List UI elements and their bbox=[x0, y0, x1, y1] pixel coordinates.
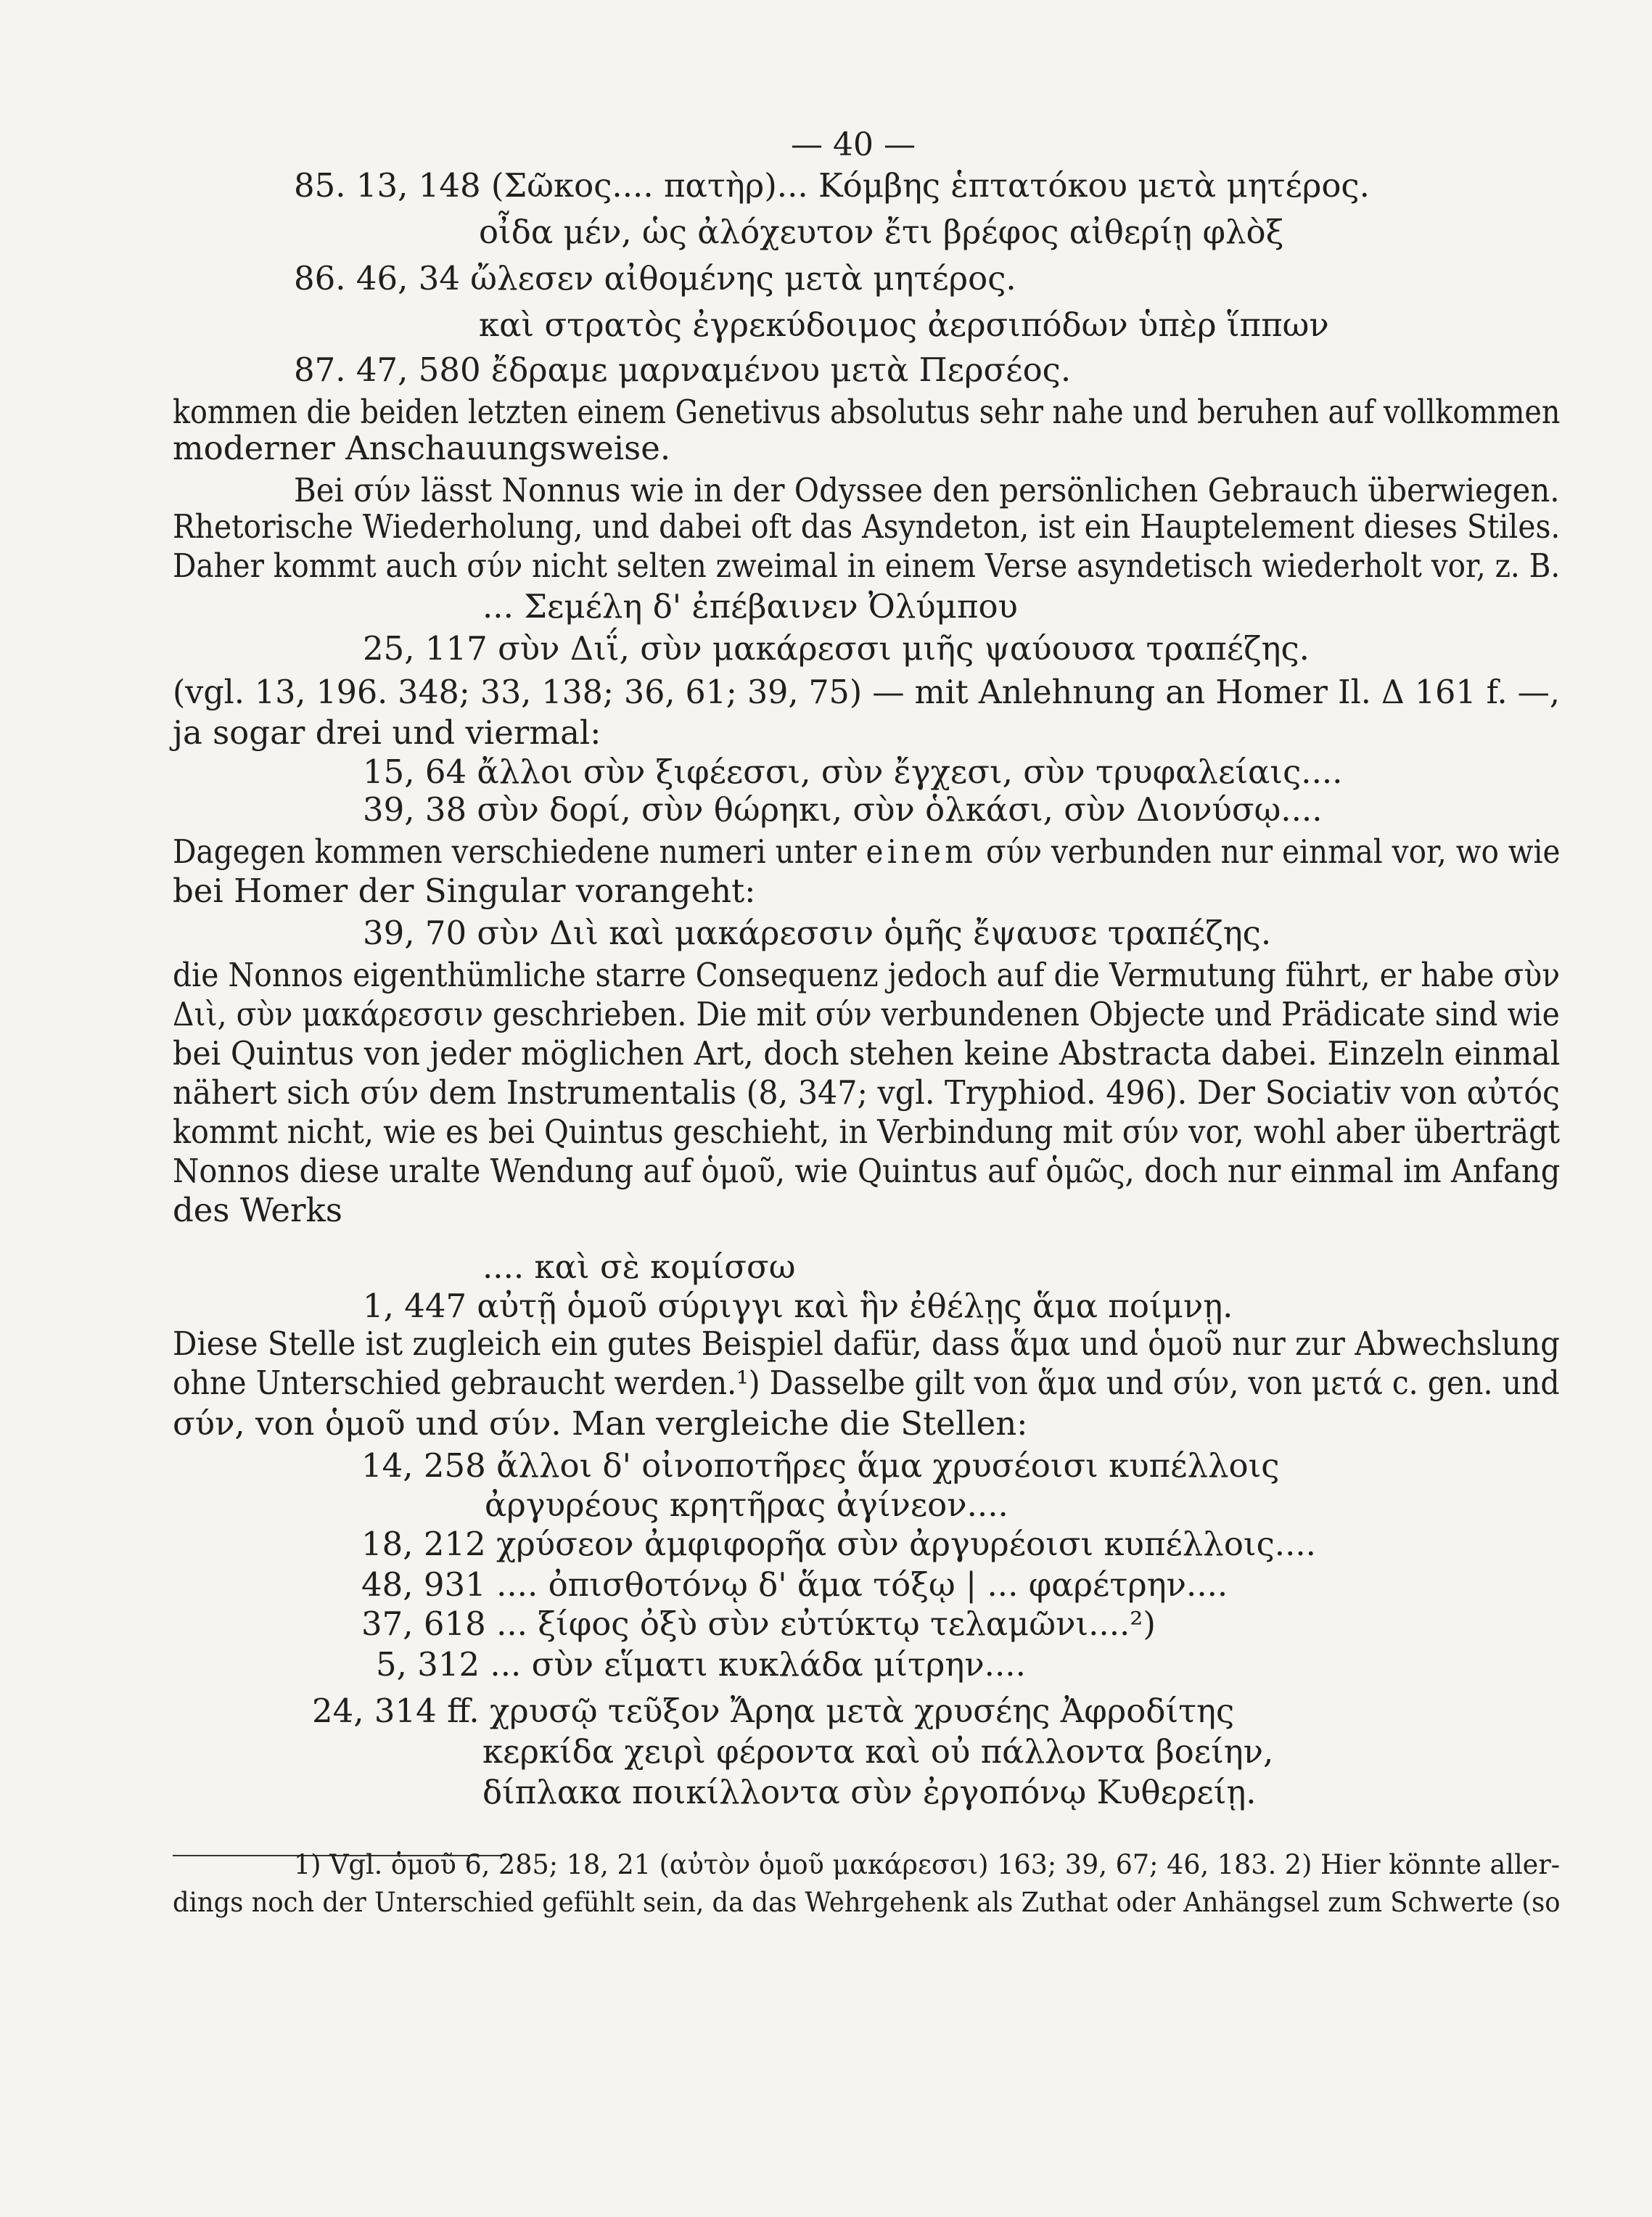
body-line-text: bei Quintus von jeder möglichen Art, doch stehen keine Abstracta dabei. Einzeln einmal bbox=[173, 1034, 1561, 1073]
body-line bbox=[361, 1447, 1279, 1485]
body-line-text: καὶ στρατὸς ἐγρεκύδοιμος ἀερσιπόδων ὑπὲρ ἵππων bbox=[479, 306, 1329, 344]
body-line-text: kommen die beiden letzten einem Genetivus absolutus sehr nahe und beruhen auf vollkommen bbox=[173, 393, 1561, 431]
body-line-text: 1, 447 αὐτῇ ὁμοῦ σύριγγι καὶ ἣν ἐθέλῃς ἅμα ποίμνῃ. bbox=[363, 1287, 1233, 1325]
body-line bbox=[173, 1035, 1560, 1073]
body-line bbox=[482, 1733, 1273, 1771]
body-line-text: οἶδα μέν, ὡς ἀλόχευτον ἔτι βρέφος αἰθερίῃ φλὸξ bbox=[479, 213, 1284, 251]
body-line bbox=[173, 833, 1560, 871]
body-line-text: Dagegen kommen verschiedene numeri unter bbox=[173, 832, 857, 871]
body-line bbox=[294, 351, 1071, 389]
body-line-text: nähert sich σύν dem Instrumentalis (8, 347; vgl. Tryphiod. 496). Der Sociativ von αὐτός bbox=[173, 1073, 1561, 1112]
body-line bbox=[363, 1287, 1233, 1325]
page-number: — 40 — bbox=[791, 126, 916, 163]
body-line-text: 39, 70 σὺν Διὶ καὶ μακάρεσσιν ὁμῆς ἔψαυσε τραπέζης. bbox=[363, 914, 1272, 952]
body-line bbox=[361, 1566, 1228, 1604]
body-line bbox=[361, 1525, 1316, 1563]
body-line-text: Nonnos diese uralte Wendung auf ὁμοῦ, wie Quintus auf ὁμῶς, doch nur einmal im Anfang bbox=[173, 1152, 1561, 1190]
body-line bbox=[479, 213, 1283, 251]
footnote-line bbox=[294, 1849, 1560, 1881]
body-line bbox=[376, 1646, 1026, 1684]
body-line bbox=[482, 1248, 795, 1286]
body-line-text: ohne Unterschied gebraucht werden.¹) Dasselbe gilt von ἅμα und σύν, von μετά c. gen. und bbox=[173, 1364, 1560, 1402]
body-line-text: Bei σύν lässt Nonnus wie in der Odyssee den persönlichen Gebrauch überwiegen. bbox=[294, 471, 1560, 509]
footnote-line-text: dings noch der Unterschied gefühlt sein, da das Wehrgehenk als Zuthat oder Anhängsel zum Schwerte (so bbox=[173, 1887, 1561, 1918]
body-line-text: 15, 64 ἄλλοι σὺν ξιφέεσσι, σὺν ἔγχεσι, σὺν τρυφαλείαις.... bbox=[363, 753, 1343, 791]
body-line bbox=[173, 1152, 1560, 1190]
body-line bbox=[482, 1774, 1257, 1811]
footnote-line-text: 1) Vgl. ὁμοῦ 6, 285; 18, 21 (αὐτὸν ὁμοῦ μακάρεσσι) 163; 39, 67; 46, 183. 2) Hier könnte aller- bbox=[294, 1849, 1561, 1880]
body-line bbox=[363, 914, 1271, 952]
body-line bbox=[173, 714, 601, 752]
body-line-text: 85. 13, 148 (Σῶκος.... πατὴρ)... Κόμβης ἑπτατόκου μετὰ μητέρος. bbox=[294, 166, 1370, 205]
body-line-text: bei Homer der Singular vorangeht: bbox=[173, 872, 756, 910]
body-line-text: ... Σεμέλη δ' ἐπέβαινεν Ὀλύμπου bbox=[482, 587, 1018, 626]
body-line bbox=[173, 996, 1560, 1033]
body-line-text: 14, 258 ἄλλοι δ' οἰνοποτῆρες ἅμα χρυσέοισι κυπέλλοις bbox=[361, 1446, 1280, 1485]
body-line-text: Διὶ, σὺν μακάρεσσιν geschrieben. Die mit σύν verbundenen Objecte und Prädicate sind wie bbox=[173, 995, 1560, 1033]
body-line-text: 5, 312 ... σὺν εἵματι κυκλάδα μίτρην.... bbox=[376, 1645, 1026, 1684]
body-line-text: ἀργυρέους κρητῆρας ἀγίνεον.... bbox=[485, 1485, 1008, 1524]
body-line-text: κερκίδα χειρὶ φέροντα καὶ οὐ πάλλοντα βοείην, bbox=[482, 1732, 1274, 1771]
body-line-text: moderner Anschauungsweise. bbox=[173, 429, 671, 467]
body-line bbox=[479, 306, 1329, 344]
body-line bbox=[482, 588, 1018, 626]
body-line bbox=[173, 430, 670, 467]
body-line bbox=[173, 872, 755, 910]
body-line bbox=[294, 167, 1370, 205]
body-line bbox=[173, 393, 1560, 431]
body-line bbox=[363, 791, 1323, 829]
body-line-text: 37, 618 ... ξίφος ὀξὺ σὺν εὐτύκτῳ τελαμῶνι....²) bbox=[361, 1605, 1156, 1643]
body-line bbox=[363, 630, 1310, 668]
body-line-text: 18, 212 χρύσεον ἀμφιφορῆα σὺν ἀργυρέοισι κυπέλλοις.... bbox=[361, 1525, 1316, 1563]
body-line-text: δίπλακα ποικίλλοντα σὺν ἐργοπόνῳ Κυθερείῃ. bbox=[482, 1773, 1257, 1811]
body-line bbox=[173, 1405, 1027, 1443]
body-line-text: Rhetorische Wiederholung, und dabei oft das Asyndeton, ist ein Hauptelement dieses Stiles. bbox=[173, 507, 1561, 546]
body-line-text: kommt nicht, wie es bei Quintus geschieht, in Verbindung mit σύν vor, wohl aber überträgt bbox=[173, 1112, 1561, 1151]
body-line bbox=[173, 1113, 1560, 1151]
body-line-text: 24, 314 ff. χρυσῷ τεῦξον Ἄρηα μετὰ χρυσέης Ἀφροδίτης bbox=[312, 1692, 1235, 1730]
body-line-text: ja sogar drei und viermal: bbox=[173, 713, 601, 752]
body-line-text-cont: σύν verbunden nur einmal vor, wo wie bbox=[986, 832, 1561, 871]
body-line bbox=[173, 673, 1560, 711]
body-line-text: des Werks bbox=[173, 1191, 342, 1229]
body-line-text: .... καὶ σὲ κομίσσω bbox=[482, 1247, 796, 1286]
body-line-text: 86. 46, 34 ὤλεσεν αἰθομένης μετὰ μητέρος. bbox=[294, 259, 1016, 298]
body-line bbox=[363, 753, 1342, 791]
body-line-text: 25, 117 σὺν Διΐ, σὺν μακάρεσσι μιῆς ψαύουσα τραπέζης. bbox=[363, 629, 1310, 668]
body-line bbox=[173, 956, 1560, 994]
body-line-text: die Nonnos eigenthümliche starre Consequenz jedoch auf die Vermutung führt, er habe σὺν bbox=[173, 956, 1561, 994]
body-line bbox=[361, 1605, 1156, 1643]
body-line bbox=[173, 1364, 1560, 1402]
body-line-text: Diese Stelle ist zugleich ein gutes Beispiel dafür, dass ἅμα und ὁμοῦ nur zur Abwechslung bbox=[173, 1324, 1560, 1363]
body-line bbox=[173, 1192, 342, 1229]
spaced-emphasis: einem bbox=[866, 832, 977, 871]
body-line bbox=[173, 1074, 1560, 1112]
body-line-text: Daher kommt auch σύν nicht selten zweimal in einem Verse asyndetisch wiederholt vor, z. B. bbox=[173, 546, 1561, 585]
body-line bbox=[294, 472, 1560, 509]
body-line bbox=[294, 260, 1016, 298]
body-line-text: 87. 47, 580 ἔδραμε μαρναμένου μετὰ Περσέος. bbox=[294, 351, 1072, 389]
body-line-text: (vgl. 13, 196. 348; 33, 138; 36, 61; 39, 75) — mit Anlehnung an Homer Il. Δ 161 f. —, bbox=[173, 673, 1561, 711]
body-line-text: 48, 931 .... ὀπισθοτόνῳ δ' ἅμα τόξῳ | ... φαρέτρην.... bbox=[361, 1565, 1228, 1604]
body-line bbox=[485, 1486, 1008, 1524]
body-line-text: σύν, von ὁμοῦ und σύν. Man vergleiche die Stellen: bbox=[173, 1404, 1028, 1443]
body-line bbox=[312, 1692, 1234, 1730]
body-line bbox=[173, 508, 1560, 546]
body-line-text: 39, 38 σὺν δορί, σὺν θώρηκι, σὺν ὁλκάσι, σὺν Διονύσῳ.... bbox=[363, 790, 1323, 829]
body-line bbox=[173, 547, 1560, 585]
footnote-line bbox=[173, 1887, 1561, 1919]
body-line bbox=[173, 1325, 1560, 1363]
